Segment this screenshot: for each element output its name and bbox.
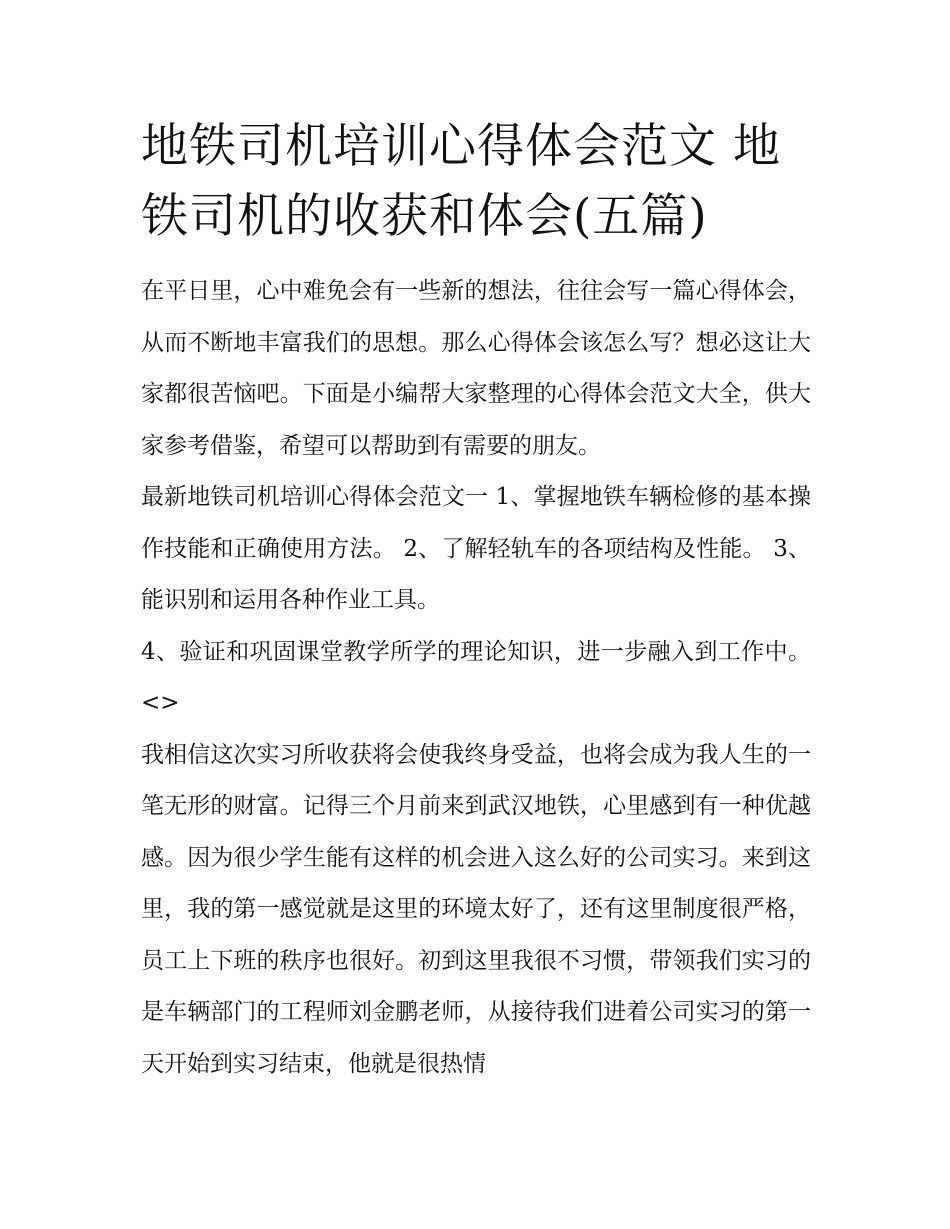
document-title: 地铁司机培训心得体会范文 地铁司机的收获和体会(五篇)	[141, 119, 781, 244]
document-body	[141, 112, 811, 1090]
paragraph-goal-four: 4、验证和巩固课堂教学所学的理论知识，进一步融入到工作中。 <>	[141, 638, 811, 716]
paragraph-internship-reflection: 我相信这次实习所收获将会使我终身受益，也将会成为我人生的一笔无形的财富。记得三个月前来到武汉地铁，心里感到有一种优越感。因为很少学生能有这样的机会进入这么好的公司实习。来到这里，我的第一感觉就是这里的环境太好了，还有这里制度很严格，员工上下班的秩序也很好。初到这里我很不习惯，带领我们实习的是车辆部门的工程师刘金鹏老师，从接待我们进着公司实习的第一天开始到实习结束，他就是很热情	[141, 741, 811, 1077]
paragraph-intro: 在平日里，心中难免会有一些新的想法，往往会写一篇心得体会，从而不断地丰富我们的思想。那么心得体会该怎么写？想必这让大家都很苦恼吧。下面是小编帮大家整理的心得体会范文大全，供大家参考借鉴，希望可以帮助到有需要的朋友。	[141, 278, 811, 459]
paragraph-essay-one-goals: 最新地铁司机培训心得体会范文一 1、掌握地铁车辆检修的基本操作技能和正确使用方法。 2、了解轻轨车的各项结构及性能。 3、能识别和运用各种作业工具。	[141, 484, 811, 613]
